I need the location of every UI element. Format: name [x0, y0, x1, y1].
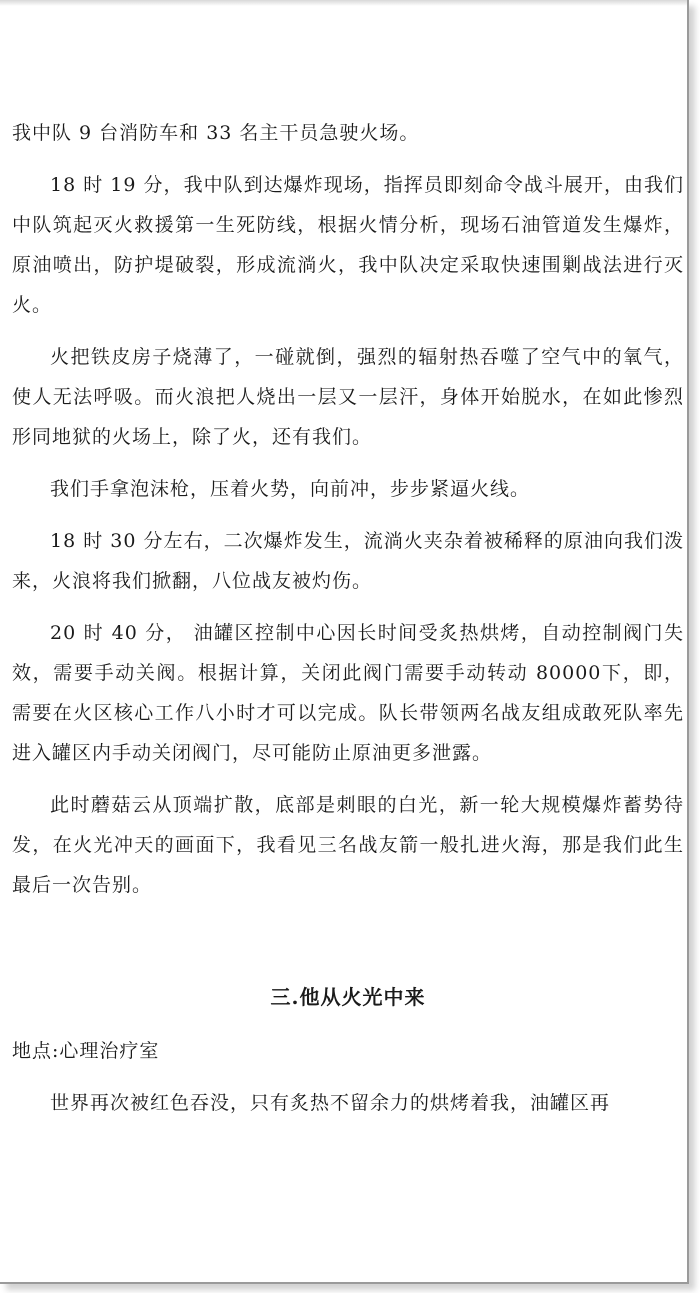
- paragraph-8: 世界再次被红色吞没，只有炙热不留余力的烘烤着我，油罐区再: [50, 1092, 611, 1114]
- paragraph-6: 20 时 40 分， 油罐区控制中心因长时间受炙热烘烤，自动控制阀门失效，需要手动关阀。根据计算，关闭此阀门需要手动转动 80000下，即，需要在火区核心工作八小时才可以完成。队长带领两名战友组成敢死队率先进入罐区内手动关闭阀门，尽可能防止原油更多泄露。: [12, 622, 684, 764]
- document-body: [12, 113, 684, 1135]
- paragraph-2: 18 时 19 分，我中队到达爆炸现场，指挥员即刻命令战斗展开，由我们中队筑起灭火救援第一生死防线，根据火情分析，现场石油管道发生爆炸，原油喷出，防护堤破裂，形成流淌火，我中队决定采取快速围剿战法进行灭火。: [12, 174, 684, 316]
- paragraph-5: 18 时 30 分左右，二次爆炸发生，流淌火夹杂着被稀释的原油向我们泼来，火浪将我们掀翻，八位战友被灼伤。: [12, 530, 684, 592]
- paragraph-1: 我中队 9 台消防车和 33 名主干员急驶火场。: [12, 122, 420, 144]
- paragraph-4: 我们手拿泡沫枪，压着火势，向前冲，步步紧逼火线。: [50, 478, 531, 500]
- location-line: 地点:心理治疗室: [12, 1040, 160, 1062]
- paragraph-3: 火把铁皮房子烧薄了，一碰就倒，强烈的辐射热吞噬了空气中的氧气，使人无法呼吸。而火浪把人烧出一层又一层汗，身体开始脱水，在如此惨烈形同地狱的火场上，除了火，还有我们。: [12, 346, 684, 448]
- paragraph-7: 此时蘑菇云从顶端扩散，底部是刺眼的白光，新一轮大规模爆炸蓄势待发，在火光冲天的画面下，我看见三名战友箭一般扎进火海，那是我们此生最后一次告别。: [12, 794, 684, 896]
- section-title: 三.他从火光中来: [270, 985, 426, 1009]
